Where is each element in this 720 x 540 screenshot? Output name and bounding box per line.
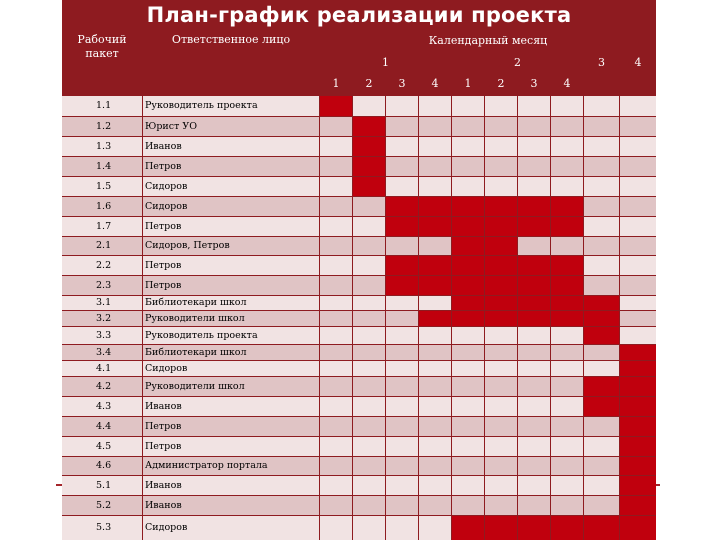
row-4.5-number: 4.5 <box>62 437 142 456</box>
gantt-empty-cell <box>584 276 619 295</box>
gantt-bar-cell <box>485 276 517 295</box>
gantt-empty-cell <box>320 345 352 360</box>
gantt-empty-cell <box>584 256 619 275</box>
gantt-bar-cell <box>485 256 517 275</box>
gantt-bar-cell <box>452 197 484 216</box>
gantt-empty-cell <box>518 117 550 136</box>
gantt-empty-cell <box>353 516 385 540</box>
gantt-bar-cell <box>386 276 418 295</box>
gantt-empty-cell <box>386 437 418 456</box>
gantt-empty-cell <box>386 516 418 540</box>
gantt-empty-cell <box>452 476 484 495</box>
week-header-5: 1 <box>452 73 484 95</box>
gantt-bar-cell <box>485 237 517 255</box>
gantt-bar-cell <box>518 197 550 216</box>
gantt-empty-cell <box>551 361 583 376</box>
gantt-empty-cell <box>620 117 656 136</box>
gantt-empty-cell <box>452 437 484 456</box>
page-title: План-график реализации проекта <box>146 3 572 27</box>
gantt-empty-cell <box>320 437 352 456</box>
gantt-bar-cell <box>419 311 451 326</box>
row-3.4-responsible: Библиотекари школ <box>143 345 319 360</box>
gantt-bar-cell <box>452 276 484 295</box>
week-header-8: 4 <box>551 73 583 95</box>
row-1.4-responsible: Петров <box>143 157 319 176</box>
gantt-empty-cell <box>419 377 451 396</box>
gantt-empty-cell <box>620 276 656 295</box>
gantt-bar-cell <box>485 217 517 236</box>
row-5.3-number: 5.3 <box>62 516 142 540</box>
row-1.4-number: 1.4 <box>62 157 142 176</box>
gantt-empty-cell <box>386 237 418 255</box>
gantt-empty-cell <box>551 96 583 116</box>
month-header-4: 4 <box>620 54 656 72</box>
gantt-empty-cell <box>419 361 451 376</box>
gantt-empty-cell <box>353 397 385 416</box>
row-4.1-responsible: Сидоров <box>143 361 319 376</box>
gantt-bar-cell <box>485 197 517 216</box>
header-work-package <box>62 28 142 95</box>
gantt-bar-cell <box>452 296 484 310</box>
row-5.2-responsible: Иванов <box>143 496 319 515</box>
gantt-empty-cell <box>551 397 583 416</box>
gantt-empty-cell <box>551 137 583 156</box>
gantt-empty-cell <box>320 237 352 255</box>
gantt-empty-cell <box>485 177 517 196</box>
gantt-bar-cell <box>320 96 352 116</box>
gantt-empty-cell <box>518 345 550 360</box>
row-1.7-number: 1.7 <box>62 217 142 236</box>
gantt-empty-cell <box>518 476 550 495</box>
week-header-10 <box>620 73 656 95</box>
gantt-empty-cell <box>452 397 484 416</box>
gantt-empty-cell <box>353 256 385 275</box>
gantt-empty-cell <box>518 397 550 416</box>
gantt-bar-cell <box>551 197 583 216</box>
row-3.4-number: 3.4 <box>62 345 142 360</box>
row-4.6-responsible: Администратор портала <box>143 457 319 475</box>
gantt-empty-cell <box>485 417 517 436</box>
gantt-empty-cell <box>386 397 418 416</box>
gantt-empty-cell <box>551 476 583 495</box>
gantt-empty-cell <box>419 237 451 255</box>
row-1.6-responsible: Сидоров <box>143 197 319 216</box>
gantt-bar-cell <box>551 311 583 326</box>
row-3.2-responsible: Руководители школ <box>143 311 319 326</box>
gantt-empty-cell <box>386 417 418 436</box>
gantt-empty-cell <box>518 361 550 376</box>
gantt-empty-cell <box>320 476 352 495</box>
gantt-empty-cell <box>386 137 418 156</box>
row-5.2-number: 5.2 <box>62 496 142 515</box>
gantt-empty-cell <box>320 217 352 236</box>
gantt-empty-cell <box>551 117 583 136</box>
gantt-empty-cell <box>386 96 418 116</box>
row-4.4-number: 4.4 <box>62 417 142 436</box>
gantt-empty-cell <box>584 217 619 236</box>
gantt-empty-cell <box>419 437 451 456</box>
gantt-empty-cell <box>353 217 385 236</box>
gantt-empty-cell <box>452 327 484 344</box>
gantt-empty-cell <box>320 516 352 540</box>
gantt-bar-cell <box>620 437 656 456</box>
gantt-empty-cell <box>551 157 583 176</box>
row-4.3-number: 4.3 <box>62 397 142 416</box>
gantt-empty-cell <box>419 296 451 310</box>
gantt-empty-cell <box>353 327 385 344</box>
row-2.1-responsible: Сидоров, Петров <box>143 237 319 255</box>
gantt-empty-cell <box>320 256 352 275</box>
gantt-empty-cell <box>353 476 385 495</box>
row-4.6-number: 4.6 <box>62 457 142 475</box>
row-5.1-responsible: Иванов <box>143 476 319 495</box>
gantt-empty-cell <box>485 377 517 396</box>
gantt-empty-cell <box>419 476 451 495</box>
gantt-empty-cell <box>485 117 517 136</box>
gantt-empty-cell <box>584 476 619 495</box>
gantt-empty-cell <box>353 345 385 360</box>
header-responsible <box>143 28 319 95</box>
gantt-bar-cell <box>551 276 583 295</box>
gantt-bar-cell <box>620 417 656 436</box>
gantt-empty-cell <box>386 361 418 376</box>
gantt-empty-cell <box>584 361 619 376</box>
gantt-bar-cell <box>620 345 656 360</box>
gantt-empty-cell <box>620 137 656 156</box>
gantt-bar-cell <box>551 296 583 310</box>
gantt-empty-cell <box>353 237 385 255</box>
gantt-bar-cell <box>419 197 451 216</box>
gantt-empty-cell <box>584 345 619 360</box>
gantt-empty-cell <box>320 397 352 416</box>
row-1.6-number: 1.6 <box>62 197 142 216</box>
gantt-empty-cell <box>419 417 451 436</box>
gantt-empty-cell <box>452 377 484 396</box>
gantt-bar-cell <box>452 516 484 540</box>
gantt-bar-cell <box>620 457 656 475</box>
row-1.3-number: 1.3 <box>62 137 142 156</box>
gantt-empty-cell <box>419 397 451 416</box>
gantt-empty-cell <box>320 311 352 326</box>
row-1.7-responsible: Петров <box>143 217 319 236</box>
gantt-bar-cell <box>419 256 451 275</box>
row-5.3-responsible: Сидоров <box>143 516 319 540</box>
gantt-empty-cell <box>584 117 619 136</box>
gantt-empty-cell <box>320 137 352 156</box>
gantt-bar-cell <box>353 157 385 176</box>
gantt-empty-cell <box>518 177 550 196</box>
gantt-empty-cell <box>620 296 656 310</box>
gantt-bar-cell <box>386 256 418 275</box>
gantt-bar-cell <box>584 377 619 396</box>
gantt-empty-cell <box>353 296 385 310</box>
gantt-bar-cell <box>518 217 550 236</box>
gantt-empty-cell <box>419 345 451 360</box>
gantt-empty-cell <box>584 237 619 255</box>
gantt-empty-cell <box>620 327 656 344</box>
gantt-empty-cell <box>620 96 656 116</box>
gantt-empty-cell <box>551 377 583 396</box>
gantt-bar-cell <box>620 496 656 515</box>
week-header-7: 3 <box>518 73 550 95</box>
gantt-empty-cell <box>353 96 385 116</box>
gantt-empty-cell <box>485 496 517 515</box>
row-1.2-responsible: Юрист УО <box>143 117 319 136</box>
gantt-empty-cell <box>353 457 385 475</box>
gantt-empty-cell <box>551 437 583 456</box>
gantt-empty-cell <box>584 496 619 515</box>
gantt-empty-cell <box>485 157 517 176</box>
gantt-empty-cell <box>419 496 451 515</box>
gantt-bar-cell <box>584 296 619 310</box>
row-1.5-number: 1.5 <box>62 177 142 196</box>
gantt-bar-cell <box>452 217 484 236</box>
gantt-empty-cell <box>353 437 385 456</box>
gantt-empty-cell <box>584 457 619 475</box>
row-3.3-responsible: Руководитель проекта <box>143 327 319 344</box>
gantt-empty-cell <box>353 197 385 216</box>
gantt-empty-cell <box>518 96 550 116</box>
row-4.2-responsible: Руководители школ <box>143 377 319 396</box>
gantt-empty-cell <box>353 311 385 326</box>
gantt-bar-cell <box>386 197 418 216</box>
gantt-empty-cell <box>320 496 352 515</box>
gantt-empty-cell <box>419 516 451 540</box>
gantt-empty-cell <box>320 417 352 436</box>
row-3.1-responsible: Библиотекари школ <box>143 296 319 310</box>
row-1.1-responsible: Руководитель проекта <box>143 96 319 116</box>
row-4.3-responsible: Иванов <box>143 397 319 416</box>
gantt-empty-cell <box>386 327 418 344</box>
gantt-empty-cell <box>551 457 583 475</box>
gantt-empty-cell <box>584 437 619 456</box>
gantt-bar-cell <box>620 397 656 416</box>
row-1.2-number: 1.2 <box>62 117 142 136</box>
gantt-bar-cell <box>551 256 583 275</box>
week-header-4: 4 <box>419 73 451 95</box>
gantt-empty-cell <box>320 117 352 136</box>
gantt-bar-cell <box>452 311 484 326</box>
gantt-empty-cell <box>620 197 656 216</box>
row-1.5-responsible: Сидоров <box>143 177 319 196</box>
gantt-empty-cell <box>620 237 656 255</box>
gantt-bar-cell <box>353 137 385 156</box>
gantt-empty-cell <box>518 237 550 255</box>
gantt-bar-cell <box>452 256 484 275</box>
header-calendar-month <box>320 28 656 53</box>
gantt-empty-cell <box>452 96 484 116</box>
gantt-empty-cell <box>353 276 385 295</box>
gantt-empty-cell <box>551 496 583 515</box>
gantt-empty-cell <box>452 117 484 136</box>
gantt-empty-cell <box>518 457 550 475</box>
row-3.2-number: 3.2 <box>62 311 142 326</box>
gantt-empty-cell <box>386 345 418 360</box>
gantt-empty-cell <box>485 345 517 360</box>
gantt-empty-cell <box>620 157 656 176</box>
gantt-bar-cell <box>353 177 385 196</box>
gantt-bar-cell <box>485 296 517 310</box>
gantt-empty-cell <box>386 377 418 396</box>
gantt-bar-cell <box>485 311 517 326</box>
month-header-2: 2 <box>452 54 583 72</box>
gantt-bar-cell <box>620 377 656 396</box>
gantt-empty-cell <box>419 157 451 176</box>
gantt-bar-cell <box>452 237 484 255</box>
gantt-empty-cell <box>518 157 550 176</box>
month-header-1: 1 <box>320 54 451 72</box>
gantt-bar-cell <box>584 397 619 416</box>
gantt-empty-cell <box>353 377 385 396</box>
gantt-empty-cell <box>551 177 583 196</box>
row-5.1-number: 5.1 <box>62 476 142 495</box>
gantt-empty-cell <box>386 296 418 310</box>
gantt-empty-cell <box>353 496 385 515</box>
gantt-empty-cell <box>320 457 352 475</box>
gantt-empty-cell <box>419 137 451 156</box>
row-3.1-number: 3.1 <box>62 296 142 310</box>
gantt-bar-cell <box>620 476 656 495</box>
week-header-9 <box>584 73 619 95</box>
gantt-empty-cell <box>620 256 656 275</box>
gantt-empty-cell <box>419 327 451 344</box>
gantt-empty-cell <box>485 96 517 116</box>
gantt-empty-cell <box>320 327 352 344</box>
gantt-empty-cell <box>452 361 484 376</box>
row-4.4-responsible: Петров <box>143 417 319 436</box>
gantt-bar-cell <box>518 256 550 275</box>
row-1.3-responsible: Иванов <box>143 137 319 156</box>
gantt-empty-cell <box>452 345 484 360</box>
week-header-3: 3 <box>386 73 418 95</box>
row-2.1-number: 2.1 <box>62 237 142 255</box>
gantt-empty-cell <box>584 137 619 156</box>
gantt-bar-cell <box>620 361 656 376</box>
gantt-empty-cell <box>485 476 517 495</box>
row-1.1-number: 1.1 <box>62 96 142 116</box>
header-calendar-month-label: Календарный месяц <box>428 33 548 47</box>
gantt-bar-cell <box>485 516 517 540</box>
gantt-empty-cell <box>320 296 352 310</box>
gantt-bar-cell <box>419 276 451 295</box>
gantt-empty-cell <box>485 437 517 456</box>
gantt-empty-cell <box>452 137 484 156</box>
gantt-bar-cell <box>620 516 656 540</box>
gantt-empty-cell <box>353 361 385 376</box>
gantt-empty-cell <box>320 361 352 376</box>
gantt-bar-cell <box>518 276 550 295</box>
gantt-empty-cell <box>584 417 619 436</box>
month-header-3: 3 <box>584 54 619 72</box>
gantt-empty-cell <box>551 237 583 255</box>
gantt-empty-cell <box>419 96 451 116</box>
gantt-empty-cell <box>386 177 418 196</box>
gantt-empty-cell <box>518 417 550 436</box>
gantt-empty-cell <box>620 311 656 326</box>
gantt-empty-cell <box>320 177 352 196</box>
gantt-empty-cell <box>320 276 352 295</box>
gantt-empty-cell <box>320 197 352 216</box>
gantt-empty-cell <box>485 137 517 156</box>
gantt-empty-cell <box>620 217 656 236</box>
gantt-empty-cell <box>551 417 583 436</box>
header-responsible-label: Ответственное лицо <box>171 33 291 46</box>
gantt-bar-cell <box>551 217 583 236</box>
gantt-empty-cell <box>551 345 583 360</box>
gantt-bar-cell <box>353 117 385 136</box>
gantt-empty-cell <box>485 327 517 344</box>
gantt-empty-cell <box>386 117 418 136</box>
gantt-empty-cell <box>584 197 619 216</box>
gantt-empty-cell <box>518 377 550 396</box>
gantt-empty-cell <box>485 361 517 376</box>
row-4.2-number: 4.2 <box>62 377 142 396</box>
gantt-empty-cell <box>452 177 484 196</box>
gantt-empty-cell <box>386 311 418 326</box>
gantt-empty-cell <box>584 157 619 176</box>
gantt-bar-cell <box>518 296 550 310</box>
row-2.2-number: 2.2 <box>62 256 142 275</box>
gantt-empty-cell <box>419 457 451 475</box>
gantt-bar-cell <box>386 217 418 236</box>
week-header-2: 2 <box>353 73 385 95</box>
gantt-empty-cell <box>485 457 517 475</box>
row-4.5-responsible: Петров <box>143 437 319 456</box>
gantt-empty-cell <box>386 476 418 495</box>
gantt-empty-cell <box>386 157 418 176</box>
gantt-empty-cell <box>452 417 484 436</box>
gantt-bar-cell <box>518 311 550 326</box>
gantt-bar-cell <box>584 516 619 540</box>
gantt-bar-cell <box>518 516 550 540</box>
gantt-empty-cell <box>320 377 352 396</box>
gantt-empty-cell <box>452 157 484 176</box>
gantt-empty-cell <box>419 117 451 136</box>
week-header-6: 2 <box>485 73 517 95</box>
row-2.3-number: 2.3 <box>62 276 142 295</box>
row-2.3-responsible: Петров <box>143 276 319 295</box>
gantt-empty-cell <box>518 327 550 344</box>
gantt-empty-cell <box>518 496 550 515</box>
gantt-empty-cell <box>518 437 550 456</box>
gantt-empty-cell <box>386 457 418 475</box>
gantt-empty-cell <box>320 157 352 176</box>
gantt-empty-cell <box>452 457 484 475</box>
gantt-empty-cell <box>518 137 550 156</box>
gantt-empty-cell <box>551 327 583 344</box>
gantt-bar-cell <box>584 311 619 326</box>
gantt-bar-cell <box>419 217 451 236</box>
gantt-empty-cell <box>584 96 619 116</box>
row-4.1-number: 4.1 <box>62 361 142 376</box>
row-2.2-responsible: Петров <box>143 256 319 275</box>
gantt-empty-cell <box>452 496 484 515</box>
gantt-empty-cell <box>386 496 418 515</box>
gantt-empty-cell <box>353 417 385 436</box>
gantt-table <box>62 28 656 540</box>
gantt-empty-cell <box>584 177 619 196</box>
header-work-package-label: Рабочий пакет <box>77 33 127 60</box>
gantt-bar-cell <box>551 516 583 540</box>
week-header-1: 1 <box>320 73 352 95</box>
gantt-empty-cell <box>620 177 656 196</box>
gantt-bar-cell <box>584 327 619 344</box>
gantt-empty-cell <box>419 177 451 196</box>
row-3.3-number: 3.3 <box>62 327 142 344</box>
gantt-empty-cell <box>485 397 517 416</box>
